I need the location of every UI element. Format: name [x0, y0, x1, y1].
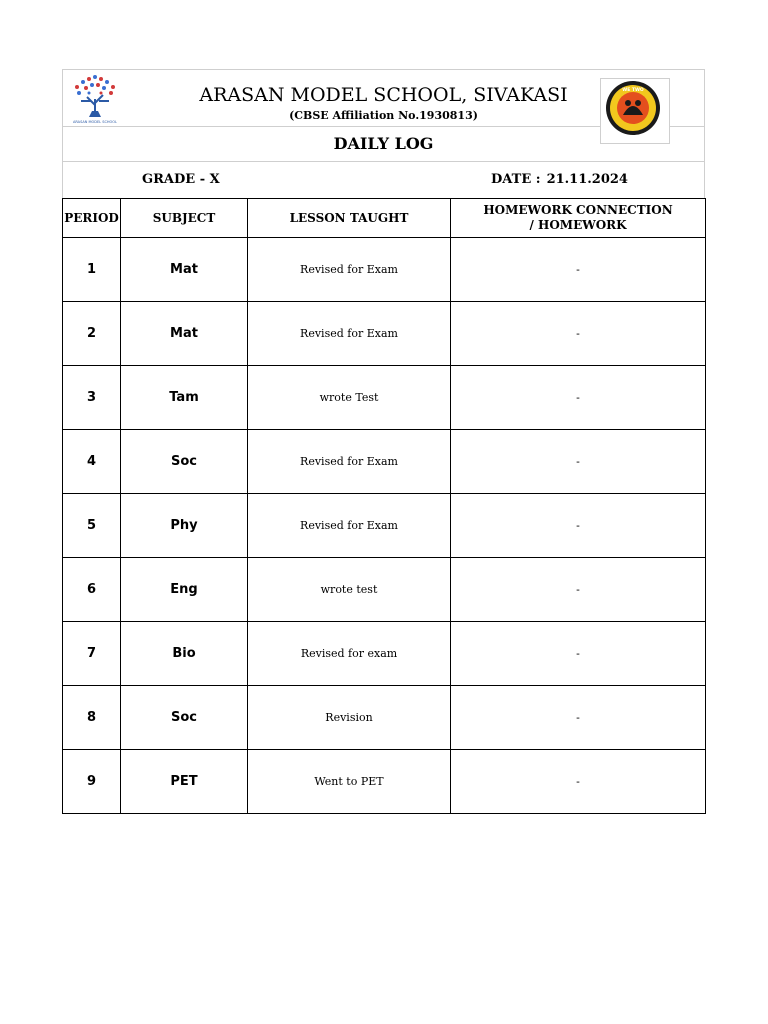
lesson-cell: Revision	[248, 686, 451, 750]
table-row	[63, 750, 706, 814]
school-header	[62, 69, 705, 126]
column-header-period: PERIOD	[63, 199, 121, 238]
lesson-cell: Revised for Exam	[248, 494, 451, 558]
date-value: 21.11.2024	[546, 172, 628, 187]
date-field	[491, 172, 628, 187]
grade-label: GRADE - X	[142, 172, 220, 187]
column-header-subject: SUBJECT	[121, 199, 248, 238]
period-cell: 1	[63, 238, 121, 302]
period-cell: 8	[63, 686, 121, 750]
logo-left-caption: ARASAN MODEL SCHOOL	[73, 120, 117, 124]
lesson-cell: Went to PET	[248, 750, 451, 814]
lesson-cell: Revised for Exam	[248, 238, 451, 302]
period-cell: 9	[63, 750, 121, 814]
lesson-cell: wrote Test	[248, 366, 451, 430]
daily-log-sheet	[62, 69, 705, 814]
homework-cell: -	[451, 750, 706, 814]
column-header-homework: HOMEWORK CONNECTION / HOMEWORK	[451, 199, 706, 238]
column-header-lesson: LESSON TAUGHT	[248, 199, 451, 238]
lesson-cell: wrote test	[248, 558, 451, 622]
period-cell: 7	[63, 622, 121, 686]
subject-cell: Soc	[121, 430, 248, 494]
lesson-cell: Revised for Exam	[248, 430, 451, 494]
affiliation-number: (CBSE Affiliation No.1930813)	[289, 109, 478, 122]
period-cell: 6	[63, 558, 121, 622]
homework-cell: -	[451, 302, 706, 366]
subject-cell: Eng	[121, 558, 248, 622]
table-row	[63, 302, 706, 366]
school-name: ARASAN MODEL SCHOOL, SIVAKASI	[199, 84, 568, 106]
homework-cell: -	[451, 558, 706, 622]
table-row	[63, 686, 706, 750]
subject-cell: Phy	[121, 494, 248, 558]
grade-date-row	[62, 161, 705, 198]
date-label: DATE :	[491, 172, 541, 187]
table-row	[63, 366, 706, 430]
period-cell: 2	[63, 302, 121, 366]
lesson-cell: Revised for Exam	[248, 302, 451, 366]
homework-cell: -	[451, 494, 706, 558]
subject-cell: Mat	[121, 238, 248, 302]
period-cell: 3	[63, 366, 121, 430]
subject-cell: Bio	[121, 622, 248, 686]
period-cell: 5	[63, 494, 121, 558]
table-row	[63, 494, 706, 558]
subject-cell: PET	[121, 750, 248, 814]
subject-cell: Soc	[121, 686, 248, 750]
lesson-cell: Revised for exam	[248, 622, 451, 686]
table-row	[63, 238, 706, 302]
period-cell: 4	[63, 430, 121, 494]
table-row	[63, 622, 706, 686]
subject-cell: Tam	[121, 366, 248, 430]
homework-cell: -	[451, 686, 706, 750]
homework-cell: -	[451, 622, 706, 686]
table-row	[63, 558, 706, 622]
homework-cell: -	[451, 366, 706, 430]
table-row	[63, 430, 706, 494]
daily-log-table	[62, 198, 706, 814]
subject-cell: Mat	[121, 302, 248, 366]
school-emblem-logo-icon	[600, 78, 670, 144]
logo-right-caption: WE TWO	[622, 88, 644, 93]
page-title: DAILY LOG	[62, 126, 705, 161]
table-header-row	[63, 199, 706, 238]
homework-cell: -	[451, 430, 706, 494]
homework-cell: -	[451, 238, 706, 302]
